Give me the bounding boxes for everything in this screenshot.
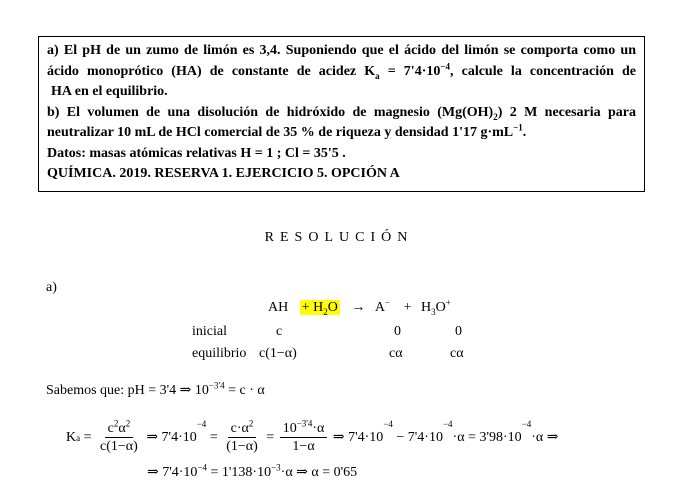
part-a-label: a)	[46, 280, 57, 295]
water-oxygen: O	[327, 300, 338, 315]
f3-base: 10	[282, 421, 297, 436]
density-exponent: −1	[513, 122, 523, 133]
problem-line-2	[47, 62, 636, 83]
resolution-title: RESOLUCIÓN	[264, 230, 414, 245]
problem-line-5	[47, 123, 636, 144]
problem-statement-box	[38, 36, 645, 192]
mgoh2-subscript: 2	[493, 111, 498, 122]
f1-alpha: α	[118, 421, 126, 436]
hydronium-oxygen: O	[435, 300, 446, 315]
problem-line-4	[47, 103, 636, 124]
sabemos-tail: = c · α	[224, 383, 265, 398]
problem-line-5-text: neutralizar 10 mL de HCl comercial de 35 % de riqueza y densidad 1'17 g·mL	[47, 125, 514, 140]
f3-exp: −3'4	[296, 418, 313, 429]
equals-1: =	[80, 429, 96, 445]
fraction-3	[280, 420, 328, 455]
fraction-1-numerator	[105, 420, 134, 438]
last-line-mid: = 1'138·10	[207, 465, 272, 480]
plus-sign: +	[403, 300, 412, 315]
row-equilibrio-hydronium: cα	[450, 346, 464, 361]
hydronium: H	[420, 300, 432, 315]
problem-source: QUÍMICA. 2019. RESERVA 1. EJERCICIO 5. OPCIÓN A	[47, 166, 400, 181]
problem-line-2-text: ácido monoprótico (HA) de constante de acidez K	[47, 63, 376, 79]
fraction-1-denominator: c(1−α)	[100, 439, 138, 454]
water-formula: + H	[301, 300, 324, 315]
f2-num: c·α	[230, 421, 249, 436]
row-inicial-c: c	[276, 324, 283, 339]
f1-c: c	[107, 421, 114, 436]
tail-a: ⇒ 7'4·10	[329, 430, 384, 445]
last-line-exp-1: −4	[197, 462, 207, 473]
ka-subscript: a	[375, 70, 380, 81]
alpha-result-line	[147, 464, 357, 481]
row-equilibrio-anion: cα	[389, 346, 403, 361]
last-line-exp-2: −3	[271, 462, 281, 473]
water-subscript: 2	[323, 306, 328, 317]
fraction-2-numerator	[228, 420, 257, 438]
problem-line-4-text: b) El volumen de una disolución de hidróxido de magnesio (Mg(OH)	[47, 104, 494, 120]
anion: A	[374, 300, 385, 315]
ka-equation: K a = $\frac{c^2\alpha^2}{c(1-\alpha)}$ ⇒ 7'4·10 −4 = $\frac{c\cdot\alpha^2}{(1-\alpha)}$ = $\frac{10^{-3'4}\cdot\alpha}{1-\alpha}$ ⇒ 7'4·10 −4 − 7'4·10 −4 ·α = 3'98·10 −4 ·α ⇒	[66, 418, 559, 454]
sabemos-line	[46, 382, 265, 399]
row-inicial-hydronium: 0	[455, 324, 462, 339]
reaction-arrow: →	[351, 300, 366, 315]
f2-num-exp: 2	[248, 418, 254, 429]
ka-value: = 7'4·10	[379, 63, 441, 79]
last-line-pre: ⇒ 7'4·10	[147, 465, 198, 480]
f1-alpha-exp: 2	[125, 418, 131, 429]
ka-exponent: −4	[440, 60, 451, 71]
row-inicial-anion: 0	[394, 324, 401, 339]
problem-line-4-tail: ) 2 M necesaria para	[497, 104, 636, 120]
f1-c-exp: 2	[113, 418, 119, 429]
sabemos-exponent: −3'4	[208, 380, 225, 391]
water-highlight	[300, 300, 340, 315]
equals-3: =	[262, 429, 278, 445]
implies-1: ⇒ 7'4·10	[142, 430, 197, 445]
fraction-1	[97, 420, 141, 455]
reaction-equation	[268, 297, 451, 317]
fraction-3-denominator: 1−α	[292, 439, 315, 454]
problem-line-5-tail: .	[522, 125, 527, 140]
sabemos-text: Sabemos que: pH = 3'4 ⇒ 10	[46, 383, 209, 398]
equals-2: =	[206, 429, 222, 445]
problem-line-6: Datos: masas atómicas relativas H = 1 ; Cl = 35'5 .	[47, 145, 346, 161]
fraction-3-numerator	[280, 420, 328, 438]
reactant-ah: AH	[268, 300, 289, 315]
problem-line-1: a) El pH de un zumo de limón es 3,4. Suponiendo que el ácido del limón se comporta como un	[47, 43, 636, 58]
last-line-post: ·α ⇒ α = 0'65	[280, 465, 358, 480]
row-inicial-label: inicial	[192, 324, 227, 339]
tail-b: − 7'4·10	[392, 429, 443, 445]
hydronium-subscript: 3	[431, 306, 436, 317]
f3-alpha: ·α	[312, 421, 325, 436]
tail-d: ·α ⇒	[531, 430, 559, 445]
problem-line-2-tail: , calcule la concentración de	[450, 63, 636, 79]
anion-charge: −	[385, 297, 391, 308]
row-equilibrio-reactant: c(1−α)	[259, 346, 297, 361]
hydronium-charge: +	[445, 297, 451, 308]
fraction-2-denominator: (1−α)	[226, 439, 258, 454]
ka-symbol: K	[66, 429, 77, 445]
tail-c: ·α = 3'98·10	[452, 429, 522, 445]
fraction-2	[223, 420, 261, 455]
row-equilibrio-label: equilibrio	[192, 346, 247, 361]
problem-line-3: HA en el equilibrio.	[51, 84, 168, 99]
